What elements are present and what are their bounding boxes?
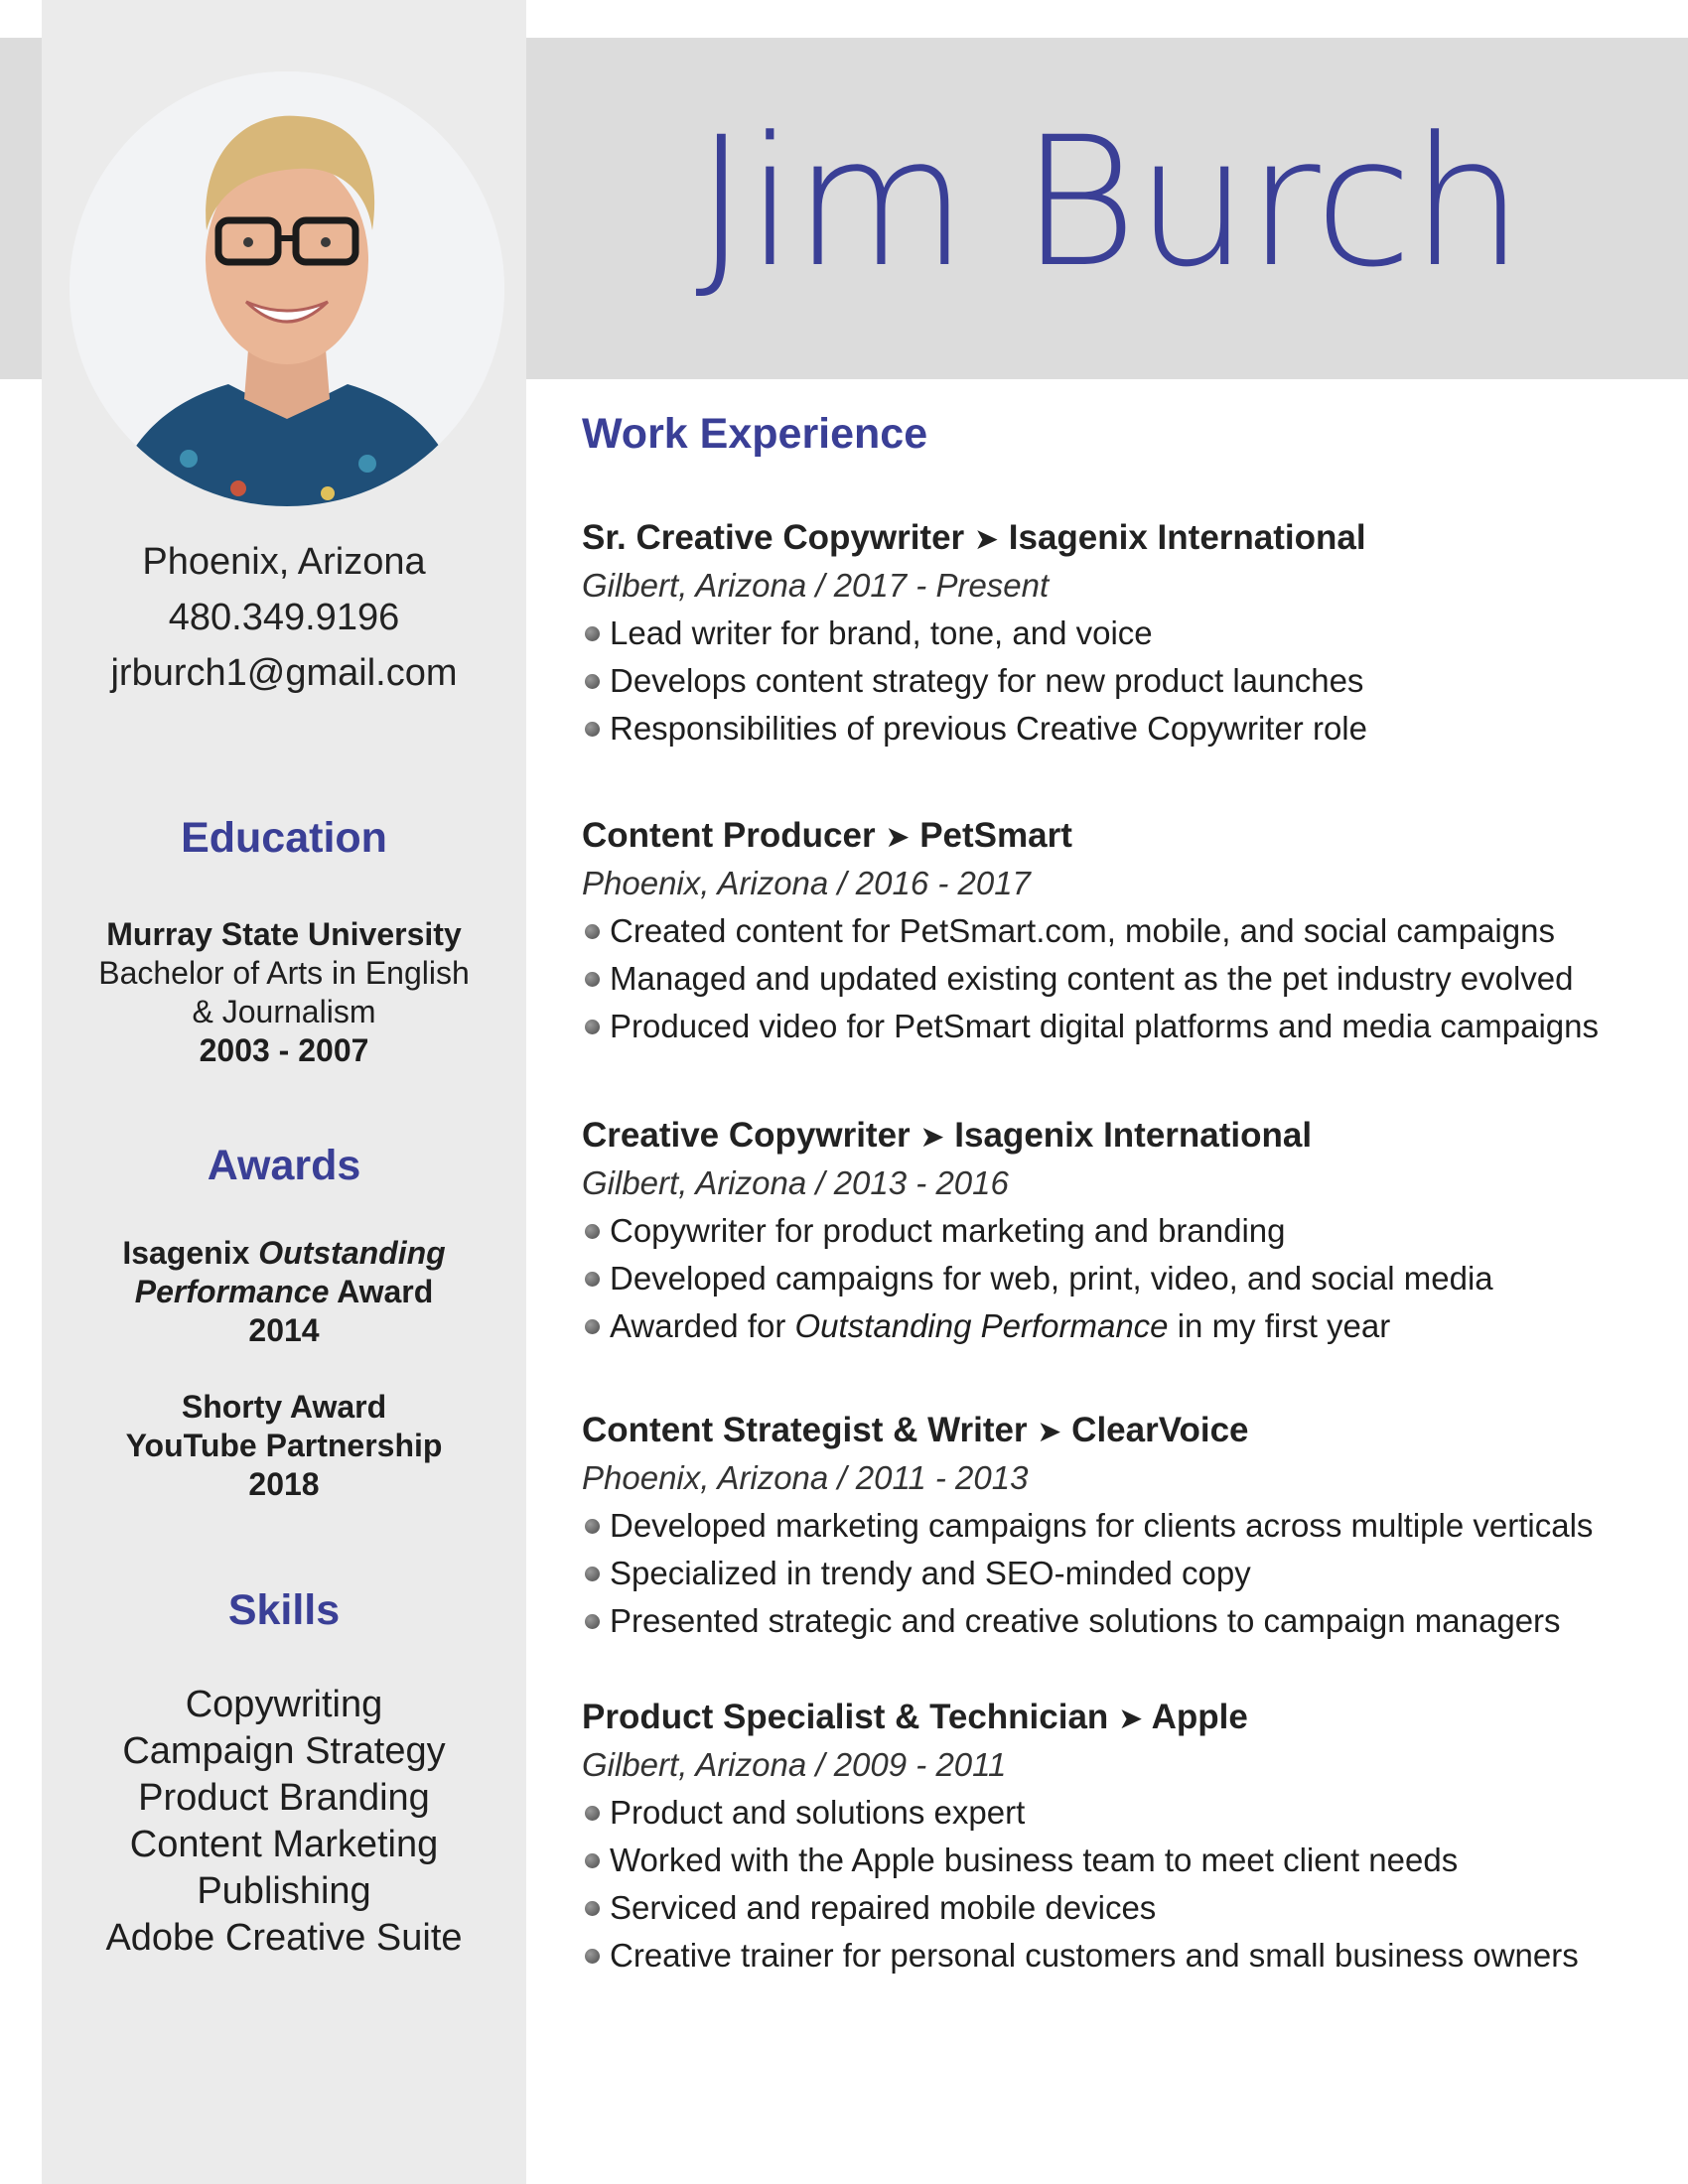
bullet-text: Produced video for PetSmart digital platforms and media campaigns: [610, 1008, 1600, 1044]
bullet-text: Serviced and repaired mobile devices: [610, 1889, 1157, 1926]
job-bullets: [582, 1789, 1664, 1979]
arrow-icon: ➤: [1037, 1415, 1062, 1449]
contact-phone: 480.349.9196: [168, 597, 400, 638]
skill-item: Copywriting: [185, 1684, 383, 1725]
arrow-icon: ➤: [973, 522, 1000, 557]
job-role: Product Specialist & Technician: [582, 1698, 1109, 1736]
arrow-icon: ➤: [919, 1120, 945, 1155]
job-role: Content Strategist & Writer: [582, 1411, 1028, 1449]
award-2-line2: YouTube Partnership: [125, 1428, 443, 1463]
bullet-icon: [585, 1020, 600, 1034]
bullet-text: in my first year: [1168, 1307, 1391, 1344]
job-location: Phoenix, Arizona / 2011 - 2013: [582, 1459, 1029, 1496]
bullet-text-italic: Outstanding Performance: [794, 1307, 1169, 1344]
award-1-pre: Isagenix: [122, 1235, 259, 1271]
bullet-text: Created content for PetSmart.com, mobile, and social campaigns: [610, 912, 1555, 949]
bullet-icon: [585, 972, 600, 987]
award-1-italic-1: Outstanding: [258, 1235, 446, 1271]
award-2-line1: Shorty Award: [181, 1389, 387, 1425]
job-title: [582, 814, 1664, 860]
bullet-icon: [585, 1319, 600, 1334]
job-location: Gilbert, Arizona / 2013 - 2016: [582, 1164, 1009, 1201]
contact-email[interactable]: jrburch1@gmail.com: [110, 652, 458, 694]
profile-photo: [70, 71, 504, 506]
bullet-text: Lead writer for brand, tone, and voice: [610, 614, 1153, 651]
bullet-icon: [585, 924, 600, 939]
list-item: [582, 705, 1664, 752]
list-item: [582, 1003, 1664, 1050]
list-item: [582, 1502, 1664, 1550]
job-role: Content Producer: [582, 816, 876, 855]
bullet-icon: [585, 1614, 600, 1629]
bullet-text: Responsibilities of previous Creative Copywriter role: [610, 710, 1367, 747]
bullet-text: Presented strategic and creative solutions to campaign managers: [610, 1602, 1561, 1639]
job-bullets: [582, 1502, 1664, 1645]
job-company: PetSmart: [919, 816, 1072, 855]
list-item: [582, 1255, 1664, 1302]
skill-item: Product Branding: [138, 1777, 430, 1819]
bullet-icon: [585, 1949, 600, 1964]
list-item: [582, 1207, 1664, 1255]
bullet-icon: [585, 1567, 600, 1581]
job-company: Isagenix International: [954, 1116, 1313, 1155]
list-item: [582, 610, 1664, 657]
bullet-icon: [585, 1272, 600, 1287]
award-1-italic-2: Performance: [134, 1274, 330, 1309]
job-title: [582, 1696, 1664, 1741]
list-item: [582, 1550, 1664, 1597]
bullet-icon: [585, 1853, 600, 1868]
job-entry: [582, 1696, 1664, 1979]
candidate-name: Jim Burch: [695, 99, 1522, 307]
job-entry: [582, 1114, 1664, 1350]
award-1-post: Award: [329, 1274, 434, 1309]
job-company: Isagenix International: [1008, 518, 1366, 557]
bullet-icon: [585, 1806, 600, 1821]
list-item: [582, 1597, 1664, 1645]
bullet-text: Product and solutions expert: [610, 1794, 1026, 1831]
bullet-text: Awarded for: [610, 1307, 795, 1344]
skill-item: Campaign Strategy: [122, 1730, 446, 1772]
education-school: Murray State University: [106, 916, 462, 952]
bullet-icon: [585, 1519, 600, 1534]
job-role: Creative Copywriter: [582, 1116, 911, 1155]
job-title: [582, 1409, 1664, 1454]
education-block: [42, 915, 526, 1070]
job-company: ClearVoice: [1071, 1411, 1249, 1449]
job-bullets: [582, 610, 1664, 752]
arrow-icon: ➤: [1118, 1702, 1144, 1736]
bullet-text: Copywriter for product marketing and branding: [610, 1212, 1286, 1249]
header-band-left: [0, 38, 42, 379]
list-item: [582, 657, 1664, 705]
list-item: [582, 955, 1664, 1003]
job-location: Gilbert, Arizona / 2009 - 2011: [582, 1746, 1007, 1783]
awards-heading: Awards: [207, 1142, 361, 1189]
skills-heading: Skills: [227, 1586, 341, 1634]
job-entry: [582, 1409, 1664, 1645]
education-years: 2003 - 2007: [199, 1032, 369, 1068]
job-title: [582, 516, 1664, 562]
bullet-text: Managed and updated existing content as the pet industry evolved: [610, 960, 1574, 997]
job-location: Gilbert, Arizona / 2017 - Present: [582, 567, 1050, 604]
award-1-year: 2014: [248, 1312, 320, 1348]
skills-list: [42, 1682, 526, 1962]
education-degree-line2: & Journalism: [192, 994, 376, 1029]
bullet-text: Worked with the Apple business team to meet client needs: [610, 1842, 1459, 1878]
bullet-text: Developed campaigns for web, print, video, and social media: [610, 1260, 1493, 1297]
bullet-text: Developed marketing campaigns for clients across multiple verticals: [610, 1507, 1594, 1544]
job-entry: [582, 814, 1664, 1050]
bullet-icon: [585, 626, 600, 641]
job-bullets: [582, 907, 1664, 1050]
list-item: [582, 1884, 1664, 1932]
list-item: [582, 907, 1664, 955]
job-location: Phoenix, Arizona / 2016 - 2017: [582, 865, 1031, 901]
job-company: Apple: [1151, 1698, 1248, 1736]
job-entry: [582, 516, 1664, 752]
bullet-icon: [585, 674, 600, 689]
award-2-year: 2018: [248, 1466, 320, 1502]
bullet-text: Develops content strategy for new product launches: [610, 662, 1364, 699]
bullet-icon: [585, 1901, 600, 1916]
arrow-icon: ➤: [885, 820, 911, 855]
award-2: [42, 1388, 526, 1504]
contact-location: Phoenix, Arizona: [142, 541, 426, 583]
bullet-icon: [585, 1224, 600, 1239]
skill-item: Adobe Creative Suite: [105, 1917, 463, 1959]
list-item: [582, 1302, 1664, 1350]
work-experience-heading: Work Experience: [582, 410, 928, 458]
job-bullets: [582, 1207, 1664, 1350]
list-item: [582, 1932, 1664, 1979]
bullet-icon: [585, 722, 600, 737]
education-degree-line1: Bachelor of Arts in English: [98, 955, 470, 991]
award-1: [42, 1234, 526, 1350]
education-heading: Education: [181, 814, 387, 862]
list-item: [582, 1789, 1664, 1837]
list-item: [582, 1837, 1664, 1884]
skill-item: Content Marketing: [129, 1824, 439, 1865]
bullet-text: Specialized in trendy and SEO-minded copy: [610, 1555, 1251, 1591]
bullet-text: Creative trainer for personal customers and small business owners: [610, 1937, 1579, 1974]
job-title: [582, 1114, 1664, 1160]
job-role: Sr. Creative Copywriter: [582, 518, 965, 557]
skill-item: Publishing: [197, 1870, 371, 1912]
